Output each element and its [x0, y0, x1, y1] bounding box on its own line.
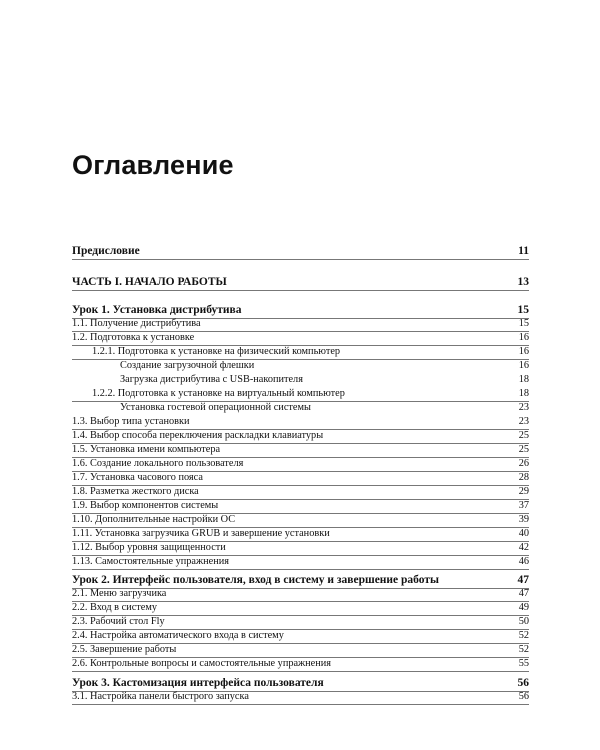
toc-entry: 1.3. Выбор типа установки 23 [72, 416, 529, 430]
toc-entry: 2.6. Контрольные вопросы и самостоятельные упражнения 55 [72, 658, 529, 672]
toc-entry: Урок 1. Установка дистрибутива 15 [72, 303, 529, 319]
toc-entry: 1.13. Самостоятельные упражнения 46 [72, 556, 529, 570]
toc-entry: 2.5. Завершение работы 52 [72, 644, 529, 658]
toc-entry: 2.4. Настройка автоматического входа в систему 52 [72, 630, 529, 644]
toc-entry: 1.11. Установка загрузчика GRUB и завершение установки 40 [72, 528, 529, 542]
toc-entry: 1.6. Создание локального пользователя 26 [72, 458, 529, 472]
toc-entry: 3.1. Настройка панели быстрого запуска 56 [72, 691, 529, 705]
toc-entry: 1.1. Получение дистрибутива 15 [72, 318, 529, 332]
toc-entry: Предисловие 11 [72, 244, 529, 260]
toc-entry: 1.8. Разметка жесткого диска 29 [72, 486, 529, 500]
toc-entry: 1.5. Установка имени компьютера 25 [72, 444, 529, 458]
toc-entry: Создание загрузочной флешки 16 [120, 360, 529, 371]
toc-entry: 2.3. Рабочий стол Fly 50 [72, 616, 529, 630]
toc-entry: 1.2.2. Подготовка к установке на виртуальный компьютер 18 [72, 388, 529, 402]
toc-entry: 1.10. Дополнительные настройки ОС 39 [72, 514, 529, 528]
toc-entry: Установка гостевой операционной системы 23 [120, 402, 529, 413]
toc-entry: 1.7. Установка часового пояса 28 [72, 472, 529, 486]
toc-entry: 1.2. Подготовка к установке 16 [72, 332, 529, 346]
toc-entry: 1.9. Выбор компонентов системы 37 [72, 500, 529, 514]
toc-entry: 1.2.1. Подготовка к установке на физический компьютер 16 [72, 346, 529, 360]
toc-entry: 1.12. Выбор уровня защищенности 42 [72, 542, 529, 556]
toc-entry: 2.1. Меню загрузчика 47 [72, 588, 529, 602]
toc-entry: Урок 2. Интерфейс пользователя, вход в систему и завершение работы 47 [72, 573, 529, 589]
page-title: Оглавление [72, 150, 234, 180]
toc-entry: Загрузка дистрибутива с USB-накопителя 18 [120, 374, 529, 385]
toc-entry: ЧАСТЬ I. НАЧАЛО РАБОТЫ 13 [72, 275, 529, 291]
toc-entry: 2.2. Вход в систему 49 [72, 602, 529, 616]
toc-entry: 1.4. Выбор способа переключения раскладки клавиатуры 25 [72, 430, 529, 444]
toc-entry: Урок 3. Кастомизация интерфейса пользователя 56 [72, 676, 529, 692]
